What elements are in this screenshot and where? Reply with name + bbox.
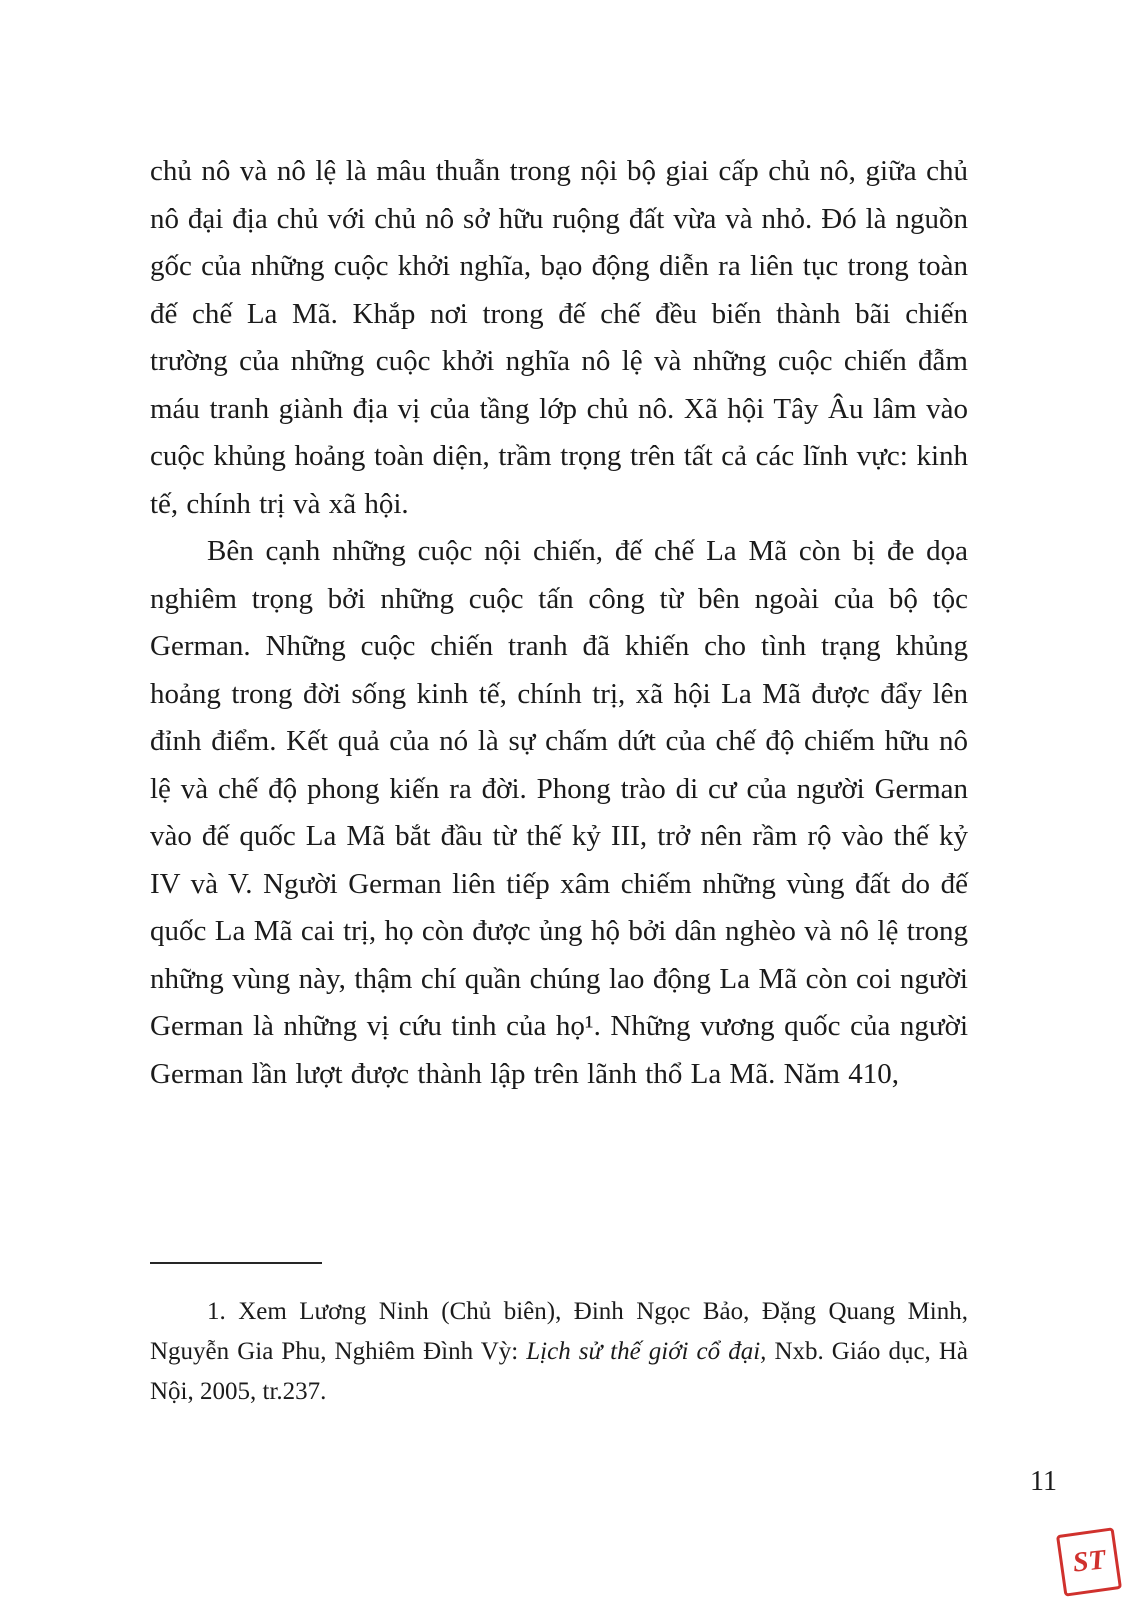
footnote-section	[150, 1262, 968, 1412]
footnote-text-pre: 1. Xem Lương Ninh (Chủ biên), Đinh Ngọc Bảo, Đặng Quang Minh, Nguyễn Gia Phu, Nghiêm Đình Vỳ:	[150, 1298, 968, 1365]
publisher-logo	[1056, 1527, 1122, 1596]
footnote-divider	[150, 1262, 322, 1264]
footnote-book-title: Lịch sử thế giới cổ đại,	[526, 1338, 767, 1365]
paragraph-continuation: chủ nô và nô lệ là mâu thuẫn trong nội bộ giai cấp chủ nô, giữa chủ nô đại địa chủ với chủ nô sở hữu ruộng đất vừa và nhỏ. Đó là nguồn gốc của những cuộc khởi nghĩa, bạo động diễn ra liên tục trong toàn đế chế La Mã. Khắp nơi trong đế chế đều biến thành bãi chiến trường của những cuộc khởi nghĩa nô lệ và những cuộc chiến đẫm máu tranh giành địa vị của tầng lớp chủ nô. Xã hội Tây Âu lâm vào cuộc khủng hoảng toàn diện, trầm trọng trên tất cả các lĩnh vực: kinh tế, chính trị và xã hội.	[150, 155, 968, 520]
footnote	[150, 1292, 968, 1412]
footnote-text-post: Nxb. Giáo dục, Hà Nội, 2005, tr.237.	[150, 1338, 968, 1405]
body-text	[150, 148, 968, 1098]
page-number: 11	[1030, 1466, 1057, 1497]
publisher-logo-text: ST	[1071, 1544, 1107, 1579]
paragraph: Bên cạnh những cuộc nội chiến, đế chế La Mã còn bị đe dọa nghiêm trọng bởi những cuộc tấn công từ bên ngoài của bộ tộc German. Những cuộc chiến tranh đã khiến cho tình trạng khủng hoảng trong đời sống kinh tế, chính trị, xã hội La Mã được đẩy lên đỉnh điểm. Kết quả của nó là sự chấm dứt của chế độ chiếm hữu nô lệ và chế độ phong kiến ra đời. Phong trào di cư của người German vào đế quốc La Mã bắt đầu từ thế kỷ III, trở nên rầm rộ vào thế kỷ IV và V. Người German liên tiếp xâm chiếm những vùng đất do đế quốc La Mã cai trị, họ còn được ủng hộ bởi dân nghèo và nô lệ trong những vùng này, thậm chí quần chúng lao động La Mã còn coi người German là những vị cứu tinh của họ¹. Những vương quốc của người German lần lượt được thành lập trên lãnh thổ La Mã. Năm 410,	[150, 535, 968, 1090]
